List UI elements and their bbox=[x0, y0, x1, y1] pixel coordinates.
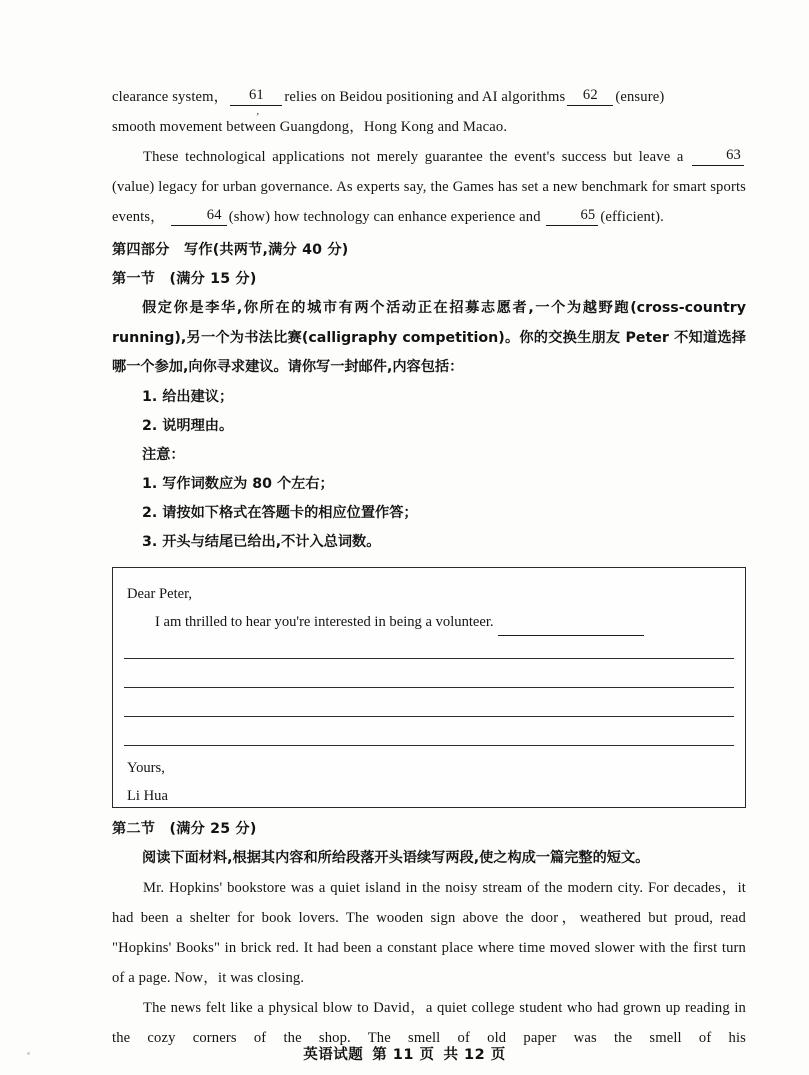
letter-opening-text: I am thrilled to hear you're interested in being a volunteer. bbox=[155, 613, 494, 630]
page-footer bbox=[0, 1043, 809, 1064]
continuation-passage-paragraph-1: Mr. Hopkins' bookstore was a quiet island in the noisy stream of the modern city. For decades，it had been a shelter for book lovers. The wooden sign above the door，weathered but proud, read "Hopkins' Books" in brick red. It had been a constant place where time moved slower with the first turn of a page. Now，it was closing. bbox=[112, 880, 746, 986]
letter-salutation: Dear Peter, bbox=[127, 585, 193, 602]
cloze-text-segment: relies on Beidou positioning and AI algorithms bbox=[284, 89, 566, 105]
section-one-heading: 第一节 (满分 15 分) bbox=[112, 271, 257, 287]
footer-subject: 英语试题 bbox=[303, 1047, 364, 1063]
letter-signoff: Yours, bbox=[127, 759, 165, 776]
letter-opening-sentence bbox=[127, 608, 731, 636]
footer-total-pages: 共 12 页 bbox=[443, 1047, 506, 1063]
page-content bbox=[112, 82, 746, 1075]
cloze-text-segment: (ensure) bbox=[615, 89, 665, 105]
cloze-paragraph-2 bbox=[112, 142, 746, 232]
note-item-1: 1. 写作词数应为 80 个左右； bbox=[142, 475, 334, 492]
cloze-text-segment: (show) how technology can enhance experience and bbox=[228, 209, 541, 225]
blank-61[interactable] bbox=[230, 85, 282, 117]
section-one-prompt: 假定你是李华,你所在的城市有两个活动正在招募志愿者,一个为越野跑(cross-country running),另一个为书法比赛(calligraphy competition)。你的交换生朋友 Peter 不知道选择哪一个参加,向你寻求建议。请你写一封邮件,内容包括： bbox=[112, 300, 746, 375]
ink-artifact: , bbox=[256, 105, 260, 117]
blank-65[interactable]: 65 bbox=[546, 205, 598, 226]
letter-writing-rule-3[interactable] bbox=[124, 716, 734, 717]
cloze-text-segment: clearance system， bbox=[112, 89, 229, 105]
part-four-heading: 第四部分 写作(共两节,满分 40 分) bbox=[112, 242, 349, 258]
blank-62[interactable]: 62 bbox=[567, 85, 613, 106]
cloze-text-segment: (efficient). bbox=[600, 209, 664, 225]
letter-writing-rule-1[interactable] bbox=[124, 658, 734, 659]
letter-writing-rule-2[interactable] bbox=[124, 687, 734, 688]
cloze-text-segment: smooth movement between Guangdong，Hong Kong and Macao. bbox=[112, 119, 508, 135]
cloze-text-segment: (value) legacy for urban governance. As experts say, the Games has set a new benchmark for smart sports events， bbox=[112, 179, 746, 225]
cloze-paragraph-1 bbox=[112, 82, 746, 142]
letter-writing-rule-partial[interactable] bbox=[498, 622, 644, 636]
requirement-item-1: 1. 给出建议； bbox=[142, 388, 234, 405]
letter-writing-rule-4[interactable] bbox=[124, 745, 734, 746]
section-two-heading: 第二节 (满分 25 分) bbox=[112, 820, 257, 837]
letter-answer-box-inner bbox=[113, 568, 745, 807]
note-item-3: 3. 开头与结尾已给出,不计入总词数。 bbox=[142, 533, 381, 550]
notes-label: 注意： bbox=[142, 446, 185, 463]
section-two-instruction: 阅读下面材料,根据其内容和所给段落开头语续写两段,使之构成一篇完整的短文。 bbox=[142, 849, 650, 866]
letter-signature: Li Hua bbox=[127, 787, 168, 804]
blank-63[interactable]: 63 bbox=[692, 145, 744, 166]
requirement-item-2: 2. 说明理由。 bbox=[142, 417, 234, 434]
footer-page-number: 第 11 页 bbox=[372, 1047, 435, 1063]
blank-64[interactable]: 64 bbox=[171, 205, 227, 226]
note-item-2: 2. 请按如下格式在答题卡的相应位置作答； bbox=[142, 504, 418, 521]
letter-closing-block bbox=[127, 754, 168, 810]
letter-answer-box[interactable] bbox=[112, 567, 746, 808]
continuation-passage-paragraph-2: The news felt like a physical blow to David，a quiet college student who had grown up reading in the cozy corners of the shop. The smell of old paper was the smell of his bbox=[112, 1000, 746, 1046]
cloze-text-segment: These technological applications not merely guarantee the event's success but leave a bbox=[143, 149, 684, 165]
blank-61-label: 61 bbox=[248, 87, 264, 103]
